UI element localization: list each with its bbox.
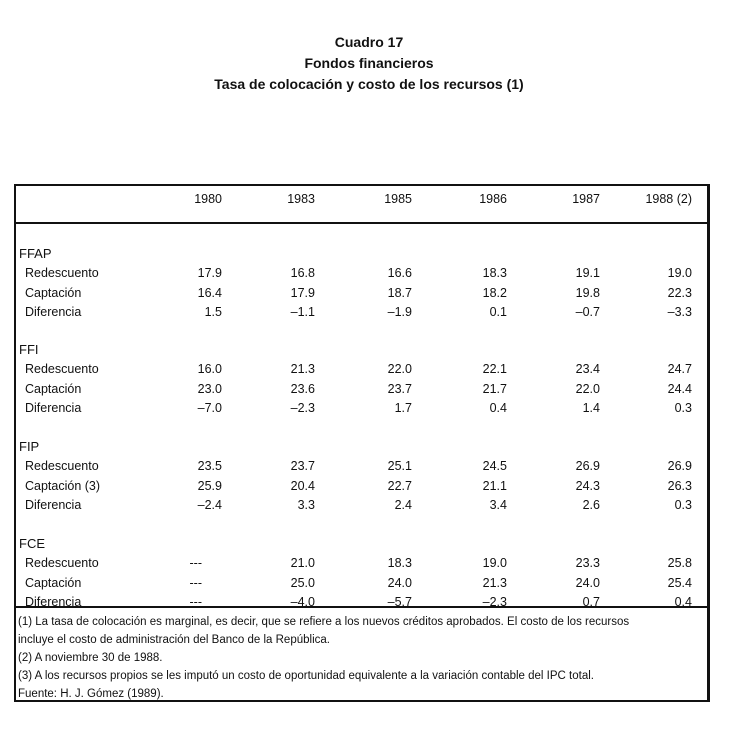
column-header-year: 1987 (572, 192, 600, 206)
table-cell: –2.3 (290, 401, 315, 415)
table-cell: 18.3 (482, 266, 507, 280)
group-label: FIP (19, 439, 40, 454)
table-cell: 24.3 (575, 478, 600, 493)
table-cell: 16.6 (387, 266, 412, 280)
column-header-year: 1986 (479, 192, 507, 206)
table-cell: 23.7 (387, 381, 412, 396)
header-row (16, 186, 707, 224)
table-cell: 26.3 (667, 478, 692, 493)
table-cell: 21.3 (290, 362, 315, 376)
table-cell: 19.8 (575, 285, 600, 300)
column-header-year: 1985 (384, 192, 412, 206)
table-cell: 24.7 (667, 362, 692, 376)
data-table (14, 184, 710, 608)
table-cell: 21.7 (482, 381, 507, 396)
table-cell: 18.3 (387, 556, 412, 570)
table-cell: 3.3 (297, 498, 315, 512)
table-cell: 20.4 (290, 478, 315, 493)
table-cell: 19.0 (667, 266, 692, 280)
footnotes (14, 606, 710, 702)
table-cell: 21.0 (290, 556, 315, 570)
table-cell: 23.3 (575, 556, 600, 570)
table-cell: 18.2 (482, 285, 507, 300)
table-cell: 23.6 (290, 381, 315, 396)
column-header-year: 1980 (194, 192, 222, 206)
table-cell: 25.4 (667, 575, 692, 590)
table-cell: –5.7 (387, 595, 412, 609)
table-cell: 18.7 (387, 285, 412, 300)
row-label: Captación (25, 575, 82, 590)
table-cell: 0.7 (582, 595, 600, 609)
table-cell: 17.9 (290, 285, 315, 300)
table-cell: 2.6 (582, 498, 600, 512)
table-subtitle: Tasa de colocación y costo de los recursos (1) (214, 76, 524, 92)
table-cell: 1.4 (582, 401, 600, 415)
table-cell: 16.8 (290, 266, 315, 280)
table-cell: 22.3 (667, 285, 692, 300)
table-cell: –2.4 (197, 498, 222, 512)
footnote-1: (1) La tasa de colocación es marginal, es decir, que se refiere a los nuevos créditos aprobados. El costo de los recursos (18, 616, 630, 628)
footnote-1-cont: incluye el costo de administración del Banco de la República. (18, 634, 330, 646)
row-label: Redescuento (25, 459, 99, 473)
table-cell: 23.4 (575, 362, 600, 376)
table-cell: 22.7 (387, 478, 412, 493)
table-cell: 16.0 (197, 362, 222, 376)
row-label: Redescuento (25, 556, 99, 570)
row-label: Diferencia (25, 305, 82, 319)
table-cell: 17.9 (197, 266, 222, 280)
table-cell: 23.5 (197, 459, 222, 473)
row-label: Captación (25, 285, 82, 300)
table-number: Cuadro 17 (334, 34, 404, 50)
table-cell: 0.4 (674, 595, 692, 609)
table-cell: 26.9 (667, 459, 692, 473)
table-cell: 22.0 (387, 362, 412, 376)
row-label: Diferencia (25, 401, 82, 415)
table-cell: 25.8 (667, 556, 692, 570)
group-label: FFI (19, 342, 39, 357)
table-cell: 1.5 (204, 305, 222, 319)
table-cell: 19.1 (575, 266, 600, 280)
row-label: Diferencia (25, 595, 82, 609)
table-cell: 24.0 (575, 575, 600, 590)
row-label: Captación (3) (25, 478, 101, 493)
table-cell: –7.0 (197, 401, 222, 415)
table-cell: 24.4 (667, 381, 692, 396)
table-cell: 0.3 (674, 401, 692, 415)
table-cell: 25.9 (197, 478, 222, 493)
table-cell: –1.9 (387, 305, 412, 319)
table-cell: 24.5 (482, 459, 507, 473)
table-cell: 0.1 (489, 305, 507, 319)
row-label: Redescuento (25, 362, 99, 376)
table-cell: –2.3 (482, 595, 507, 609)
table-cell: 23.7 (290, 459, 315, 473)
table-cell: –3.3 (667, 305, 692, 319)
table-cell: --- (189, 575, 202, 590)
table-title-block (0, 32, 738, 95)
column-header-year: 1983 (287, 192, 315, 206)
row-label: Captación (25, 381, 82, 396)
column-header-year: 1988 (2) (645, 192, 692, 206)
table-cell: --- (189, 556, 202, 570)
table-cell: 21.1 (482, 478, 507, 493)
table-cell: –4.0 (290, 595, 315, 609)
table-cell: 3.4 (489, 498, 507, 512)
table-cell: 24.0 (387, 575, 412, 590)
table-cell: 22.0 (575, 381, 600, 396)
footnote-2: (2) A noviembre 30 de 1988. (18, 652, 163, 664)
table-cell: 2.4 (394, 498, 412, 512)
table-cell: 21.3 (482, 575, 507, 590)
table-title: Fondos financieros (304, 55, 434, 71)
table-cell: --- (189, 595, 202, 609)
group-label: FCE (19, 536, 45, 551)
table-cell: 1.7 (394, 401, 412, 415)
group-label: FFAP (19, 246, 52, 261)
table-cell: 23.0 (197, 381, 222, 396)
table-cell: –1.1 (290, 305, 315, 319)
source-note: Fuente: H. J. Gómez (1989). (18, 688, 164, 700)
table-cell: 25.1 (387, 459, 412, 473)
table-cell: 22.1 (482, 362, 507, 376)
table-cell: –0.7 (575, 305, 600, 319)
row-label: Redescuento (25, 266, 99, 280)
table-cell: 25.0 (290, 575, 315, 590)
footnote-3: (3) A los recursos propios se les imputó un costo de oportunidad equivalente a la variación contable del IPC total. (18, 670, 594, 682)
table-cell: 16.4 (197, 285, 222, 300)
table-cell: 26.9 (575, 459, 600, 473)
table-cell: 0.3 (674, 498, 692, 512)
row-label: Diferencia (25, 498, 82, 512)
table-cell: 19.0 (482, 556, 507, 570)
table-cell: 0.4 (489, 401, 507, 415)
